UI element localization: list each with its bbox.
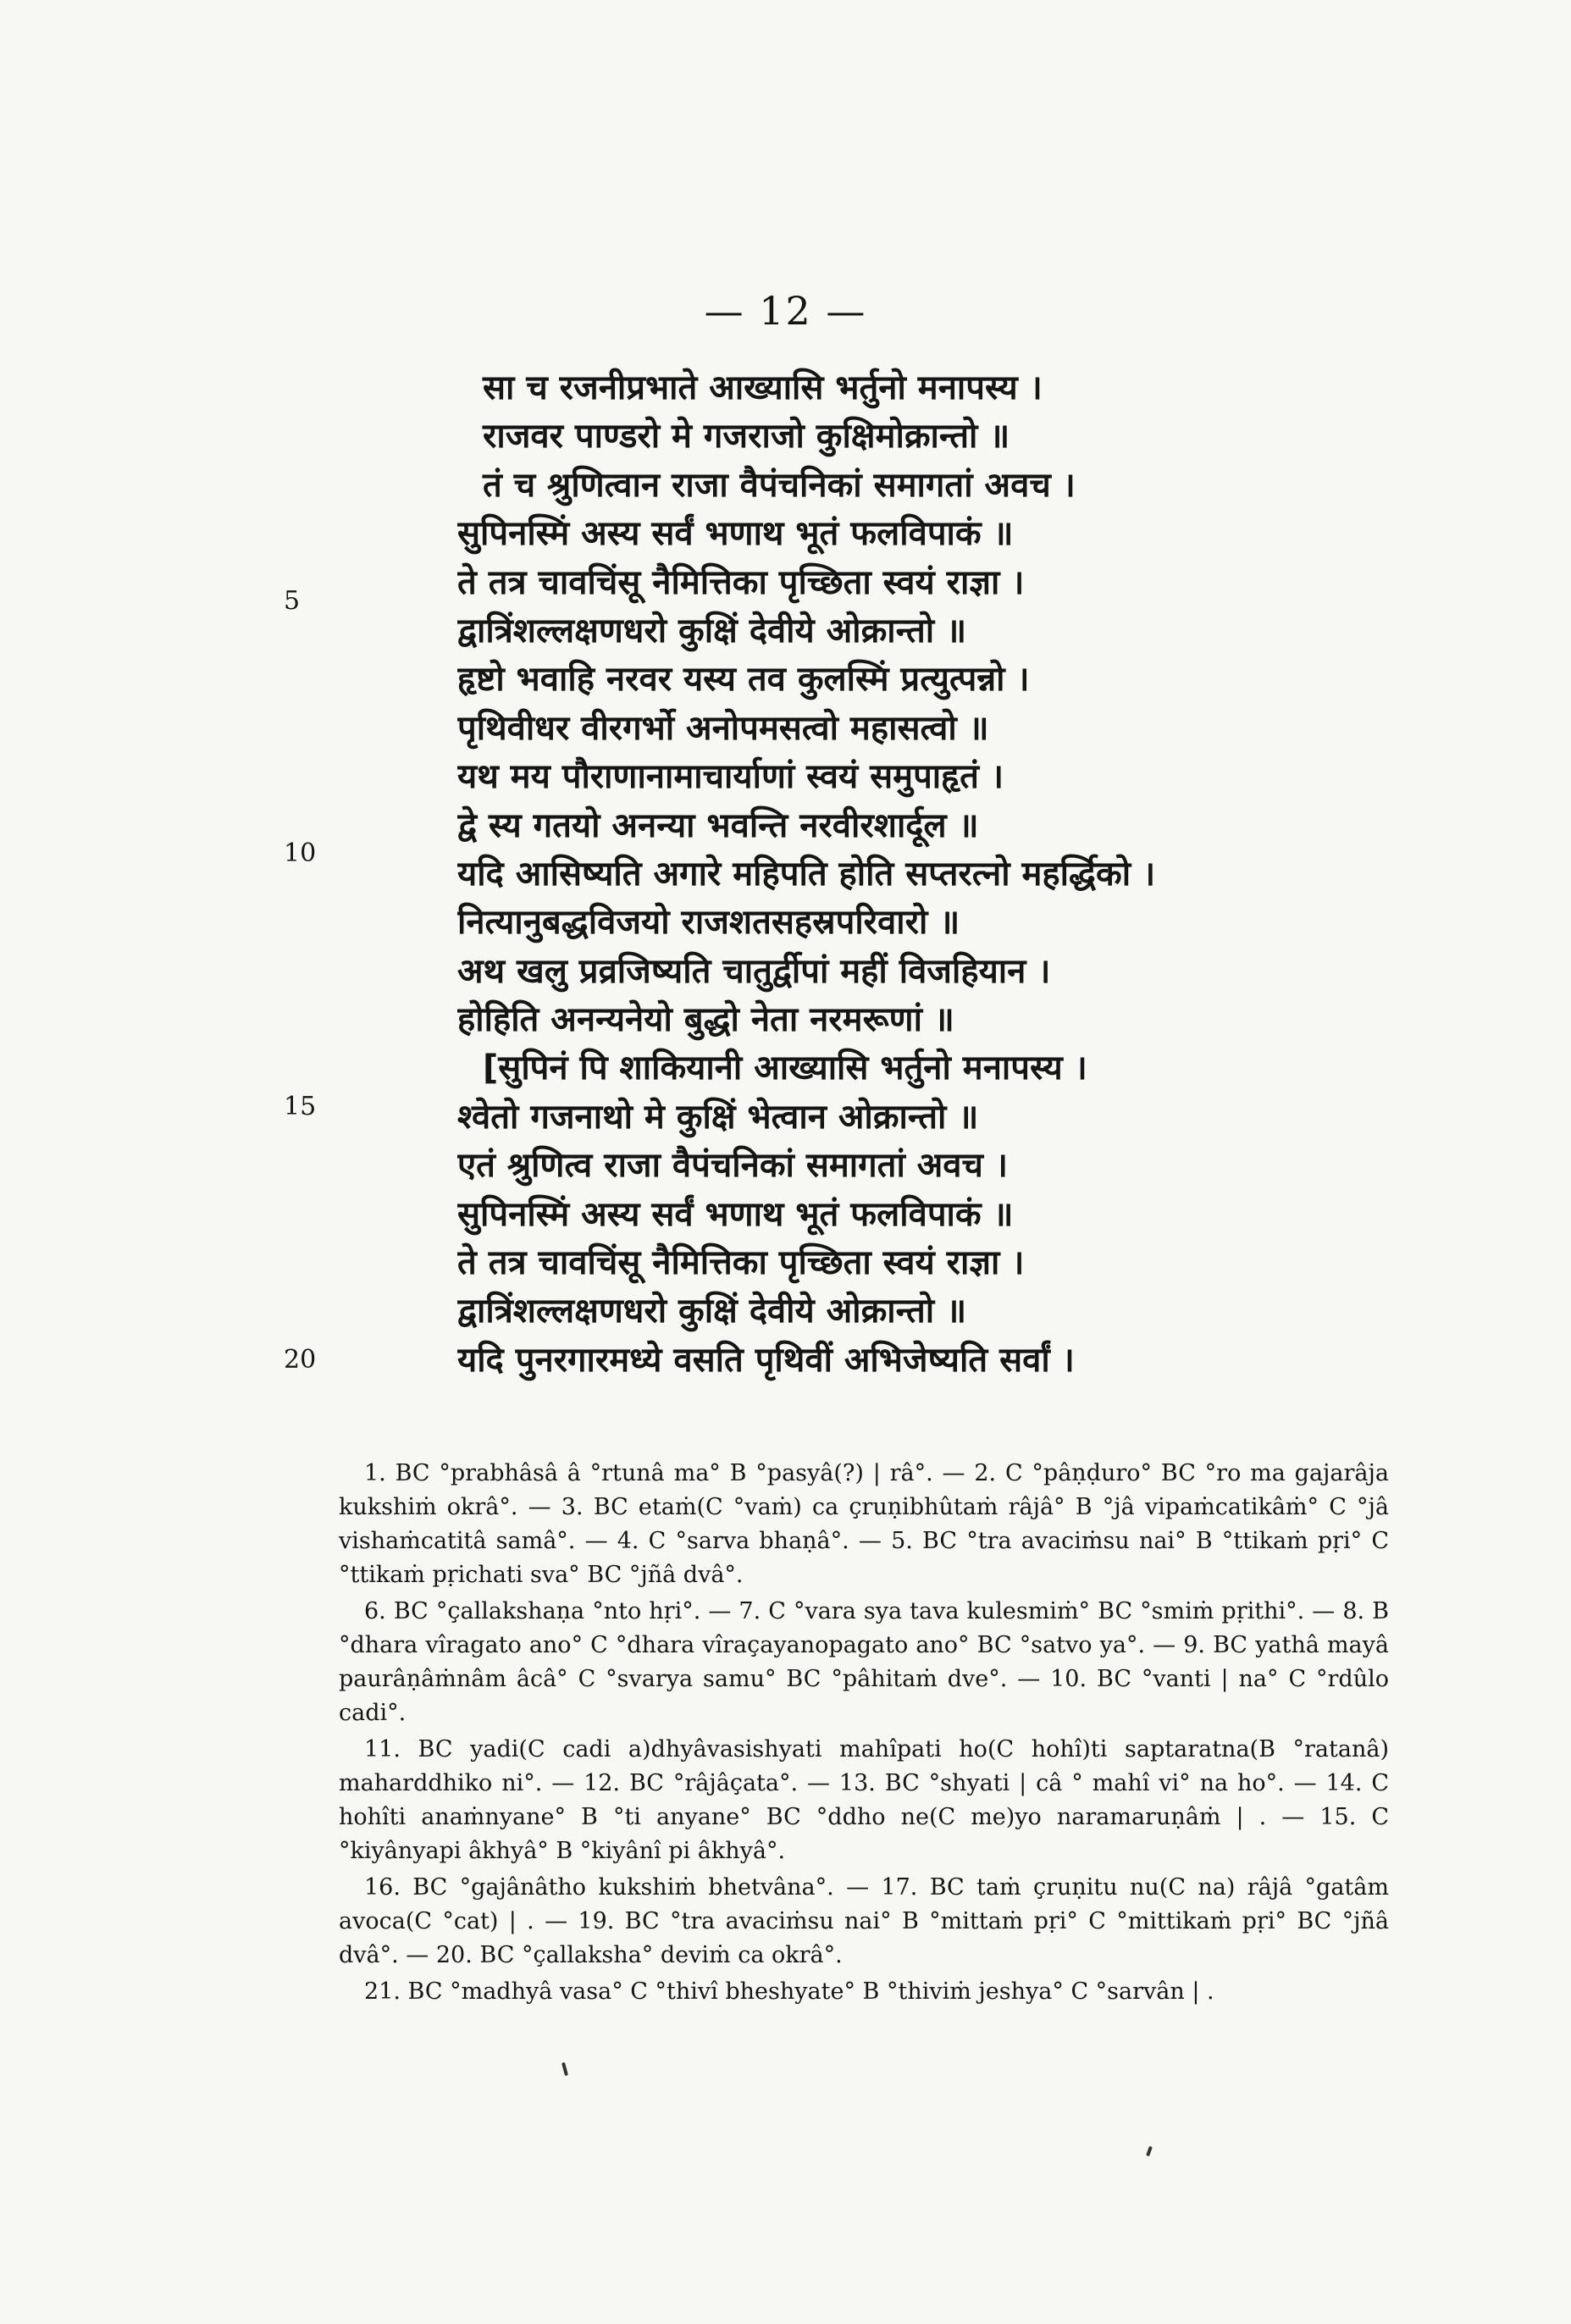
page-number: — 12 — [704, 288, 867, 334]
verse-line: पृथिवीधर वीरगर्भो अनोपमसत्वो महासत्वो ॥ [457, 708, 989, 748]
verse-line: अथ खलु प्रव्रजिष्यति चातुर्द्वीपां महीं विजहियान । [457, 951, 1051, 991]
verse-line: ते तत्र चावचिंसू नैमित्तिका पृच्छिता स्वयं राज्ञा । [457, 1243, 1025, 1283]
line-number-10: 10 [284, 838, 317, 868]
verse-line: ते तत्र चावचिंसू नैमित्तिका पृच्छिता स्वयं राज्ञा । [457, 562, 1025, 602]
footnotes [339, 1457, 1389, 2011]
print-speck [561, 2062, 568, 2076]
verse-line: [सुपिनं पि शाकियानी आख्यासि भर्तुनो मनापस्य । [483, 1049, 1087, 1088]
verse-line: एतं श्रुणित्व राजा वैपंचनिकां समागतां अवच । [457, 1146, 1009, 1186]
verse-block [457, 364, 1457, 1385]
print-speck [1146, 2146, 1153, 2157]
verse-line: सुपिनस्मिं अस्य सर्वं भणाथ भूतं फलविपाकं ॥ [457, 514, 1014, 554]
verse-line: यदि आसिष्यति अगारे महिपति होति सप्तरत्नो महर्द्धिको । [457, 854, 1156, 894]
verse-line: यदि पुनरगारमध्ये वसति पृथिवीं अभिजेष्यति सर्वां । [457, 1340, 1075, 1380]
verse-line: राजवर पाण्डरो मे गजराजो कुक्षिमोक्रान्तो ॥ [483, 417, 1010, 456]
verse-line: यथ मय पौराणानामाचार्याणां स्वयं समुपाहृतं । [457, 757, 1004, 797]
verse-line: तं च श्रुणित्वान राजा वैपंचनिकां समागतां अवच । [483, 465, 1076, 505]
verse-line: सुपिनस्मिं अस्य सर्वं भणाथ भूतं फलविपाकं ॥ [457, 1194, 1014, 1234]
verse-line: सा च रजनीप्रभाते आख्यासि भर्तुनो मनापस्य । [483, 368, 1043, 407]
line-number-15: 15 [284, 1092, 317, 1121]
verse-line: द्वात्रिंशल्लक्षणधरो कुक्षिं देवीये ओक्रान्तो ॥ [457, 1292, 967, 1331]
verse-line: नित्यानुबद्धविजयो राजशतसहस्रपरिवारो ॥ [457, 903, 960, 943]
line-number-5: 5 [284, 586, 301, 616]
verse-line: द्वे स्य गतयो अनन्या भवन्ति नरवीरशार्दूल ॥ [457, 805, 979, 845]
footnote-paragraph: 1. BC °prabhâsâ â °rtunâ ma° B °pasyâ(?) | râ°. — 2. C °pâṇḍuro° BC °ro ma gajarâja kukshiṁ okrâ°. — 3. BC etaṁ(C °vaṁ) ca çruṇibhûtaṁ râjâ° B °jâ vipaṁcatikâṁ° C °jâ vishaṁcatitâ samâ°. — 4. C °sarva bhaṇâ°. — 5. BC °tra avaciṁsu nai° B °ttikaṁ pṛi° C °ttikaṁ pṛichati sva° BC °jñâ dvâ°. [339, 1460, 1389, 1588]
verse-line: होहिति अनन्यनेयो बुद्धो नेता नरमरूणां ॥ [457, 1000, 954, 1040]
footnote-paragraph: 21. BC °madhyâ vasa° C °thivî bheshyate° B °thiviṁ jeshya° C °sarvân | . [364, 1978, 1214, 2005]
footnote-paragraph: 16. BC °gajânâtho kukshiṁ bhetvâna°. — 17. BC taṁ çruṇitu nu(C na) râjâ °gatâm avoca(C °cat) | . — 19. BC °tra avaciṁsu nai° B °mittaṁ pṛi° C °mittikaṁ pṛi° BC °jñâ dvâ°. — 20. BC °çallaksha° deviṁ ca okrâ°. [339, 1874, 1389, 1968]
footnote-paragraph: 11. BC yadi(C cadi a)dhyâvasishyati mahîpati ho(C hohî)ti saptaratna(B °ratanâ) maharddhiko ni°. — 12. BC °râjâçata°. — 13. BC °shyati | câ ° mahî vi° na ho°. — 14. C hohîti anaṁnyane° B °ti anyane° BC °ddho ne(C me)yo naramaruṇâṁ | . — 15. C °kiyânyapi âkhyâ° B °kiyânî pi âkhyâ°. [339, 1736, 1389, 1864]
footnote-paragraph: 6. BC °çallakshaṇa °nto hṛi°. — 7. C °vara sya tava kulesmiṁ° BC °smiṁ pṛithi°. — 8. B °dhara vîragato ano° C °dhara vîraçayanopagato ano° BC °satvo ya°. — 9. BC yathâ mayâ paurâṇâṁnâm âcâ° C °svarya samu° BC °pâhitaṁ dve°. — 10. BC °vanti | na° C °rdûlo cadi°. [339, 1598, 1389, 1726]
line-number-20: 20 [284, 1345, 317, 1375]
verse-line: श्वेतो गजनाथो मे कुक्षिं भेत्वान ओक्रान्तो ॥ [457, 1097, 979, 1137]
verse-line: द्वात्रिंशल्लक्षणधरो कुक्षिं देवीये ओक्रान्तो ॥ [457, 611, 967, 650]
verse-line: हृष्टो भवाहि नरवर यस्य तव कुलस्मिं प्रत्युत्पन्नो । [457, 660, 1030, 700]
